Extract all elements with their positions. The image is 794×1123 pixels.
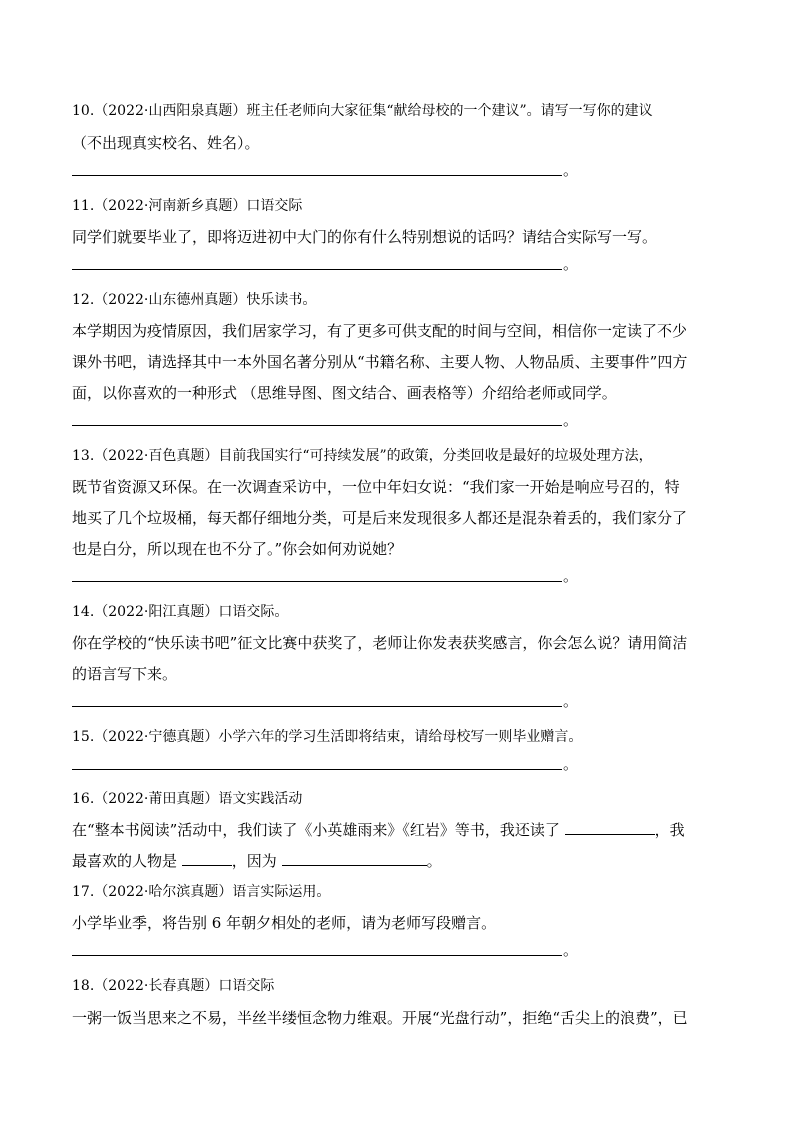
q16-text-2 xyxy=(72,851,442,871)
q13-text-1: 既节省资源又环保。在一次调查采访中，一位中年妇女说：“我们家一开始是响应号召的，特 xyxy=(72,478,680,496)
q16-header: 16.（2022·莆田真题）语文实践活动 xyxy=(72,791,303,807)
q10-period: 。 xyxy=(563,161,579,179)
q16-text-2a: 最喜欢的人物是 xyxy=(72,852,182,870)
q12-text-3: 面，以你喜欢的一种形式 （思维导图、图文结合、画表格等）介绍给老师或同学。 xyxy=(72,384,617,402)
q16-text-1a: 在“整本书阅读”活动中，我们读了《小英雄雨来》《红岩》等书，我还读了 xyxy=(72,821,565,839)
q15-period: 。 xyxy=(563,755,579,773)
q14-text-1: 你在学校的“快乐读书吧”征文比赛中获奖了，老师让你发表获奖感言，你会怎么说？请用简洁 xyxy=(72,634,688,652)
q11-text: 同学们就要毕业了，即将迈进初中大门的你有什么特别想说的话吗？请结合实际写一写。 xyxy=(72,228,658,246)
q16-text-2b: ，因为 xyxy=(231,852,282,870)
q16-text-1 xyxy=(72,820,685,840)
q16-blank-character[interactable] xyxy=(182,851,232,866)
q13-header: 13.（2022·百色真题）目前我国实行“可持续发展”的政策，分类回收是最好的垃圾处理方法， xyxy=(72,448,653,464)
q11-period: 。 xyxy=(563,255,579,273)
q16-text-2c: 。 xyxy=(426,852,442,870)
q13-answer-line[interactable] xyxy=(72,581,562,582)
q15-header: 15.（2022·宁德真题）小学六年的学习生活即将结束，请给母校写一则毕业赠言。 xyxy=(72,729,583,745)
q11-header: 11.（2022·河南新乡真题）口语交际 xyxy=(72,198,303,214)
q12-period: 。 xyxy=(563,411,579,429)
q10-answer-line[interactable] xyxy=(72,175,562,176)
q13-text-2: 地买了几个垃圾桶，每天都仔细地分类，可是后来发现很多人都还是混杂着丢的，我们家分了 xyxy=(72,509,688,527)
q12-answer-line[interactable] xyxy=(72,425,562,426)
q12-header: 12.（2022·山东德州真题）快乐读书。 xyxy=(72,292,317,308)
q18-header: 18.（2022·长春真题）口语交际 xyxy=(72,978,275,994)
q18-text-1: 一粥一饭当思来之不易，半丝半缕恒念物力维艰。开展“光盘行动”，拒绝“舌尖上的浪费”，已 xyxy=(72,1009,688,1027)
q16-blank-reason[interactable] xyxy=(282,851,427,866)
q17-answer-line[interactable] xyxy=(72,955,562,956)
q12-text-1: 本学期因为疫情原因，我们居家学习，有了更多可供支配的时间与空间，相信你一定读了不少 xyxy=(72,322,688,340)
q13-text-3: 也是白分，所以现在也不分了。”你会如何劝说她？ xyxy=(72,540,403,558)
q16-blank-book[interactable] xyxy=(565,820,655,835)
q17-text: 小学毕业季，将告别 6 年朝夕相处的老师，请为老师写段赠言。 xyxy=(72,914,497,932)
q10-header: 10.（2022·山西阳泉真题）班主任老师向大家征集“献给母校的一个建议”。请写一写你的建议 xyxy=(72,103,653,119)
q17-header: 17.（2022·哈尔滨真题）语言实际运用。 xyxy=(72,884,331,900)
q14-answer-line[interactable] xyxy=(72,706,562,707)
q11-answer-line[interactable] xyxy=(72,269,562,270)
q14-text-2: 的语言写下来。 xyxy=(72,665,178,683)
q14-period: 。 xyxy=(563,692,579,710)
q12-text-2: 课外书吧，请选择其中一本外国名著分别从“书籍名称、主要人物、人物品质、主要事件”四方 xyxy=(72,353,688,371)
q16-text-1b: ，我 xyxy=(654,821,685,839)
q15-answer-line[interactable] xyxy=(72,769,562,770)
q13-period: 。 xyxy=(563,567,579,585)
q14-header: 14.（2022·阳江真题）口语交际。 xyxy=(72,604,289,620)
q10-text: （不出现真实校名、姓名）。 xyxy=(72,134,260,152)
q17-period: 。 xyxy=(563,941,579,959)
